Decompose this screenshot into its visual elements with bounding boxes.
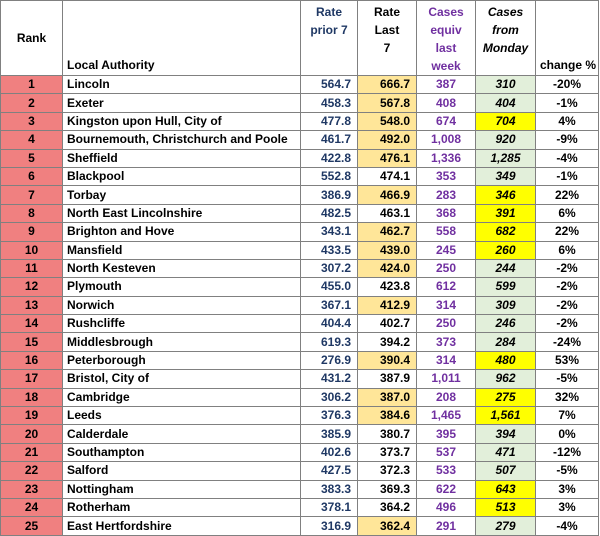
- rate-prior-cell: 316.9: [301, 517, 358, 535]
- rate-last-cell: 364.2: [358, 498, 417, 516]
- cases-monday-cell: 643: [476, 480, 536, 498]
- change-cell: 3%: [536, 498, 599, 516]
- local-authority-cell: East Hertfordshire: [63, 517, 301, 535]
- header-rank: [1, 1, 63, 76]
- rate-prior-cell: 383.3: [301, 480, 358, 498]
- rate-last-cell: 412.9: [358, 296, 417, 314]
- rank-cell: 23: [1, 480, 63, 498]
- cases-monday-cell: 1,561: [476, 407, 536, 425]
- header-rate-last-7: [358, 1, 417, 76]
- cases-week-cell: 674: [417, 112, 476, 130]
- cases-monday-cell: 471: [476, 443, 536, 461]
- table-row: [1, 462, 599, 480]
- cases-week-cell: 314: [417, 351, 476, 369]
- rank-cell: 9: [1, 223, 63, 241]
- table-body: [1, 76, 599, 536]
- rank-cell: 4: [1, 131, 63, 149]
- rank-cell: 22: [1, 462, 63, 480]
- header-rate-last-line-2: 7: [383, 41, 391, 55]
- rate-prior-cell: 552.8: [301, 167, 358, 185]
- header-rate-prior-7: [301, 1, 358, 76]
- cases-monday-cell: 246: [476, 315, 536, 333]
- header-cases-monday: [476, 1, 536, 76]
- local-authority-cell: Torbay: [63, 186, 301, 204]
- local-authority-cell: Plymouth: [63, 278, 301, 296]
- table-row: [1, 333, 599, 351]
- cases-monday-cell: 284: [476, 333, 536, 351]
- cases-monday-cell: 507: [476, 462, 536, 480]
- cases-monday-cell: 244: [476, 259, 536, 277]
- table-header: [1, 1, 599, 76]
- change-cell: 6%: [536, 241, 599, 259]
- cases-monday-cell: 480: [476, 351, 536, 369]
- local-authority-cell: North Kesteven: [63, 259, 301, 277]
- rate-last-cell: 666.7: [358, 76, 417, 94]
- table-row: [1, 94, 599, 112]
- cases-week-cell: 314: [417, 296, 476, 314]
- rate-prior-cell: 458.3: [301, 94, 358, 112]
- rate-last-cell: 466.9: [358, 186, 417, 204]
- table-row: [1, 112, 599, 130]
- rate-last-cell: 373.7: [358, 443, 417, 461]
- cases-week-cell: 612: [417, 278, 476, 296]
- change-cell: 4%: [536, 112, 599, 130]
- local-authority-cell: Bournemouth, Christchurch and Poole: [63, 131, 301, 149]
- table-row: [1, 443, 599, 461]
- local-authority-cell: Exeter: [63, 94, 301, 112]
- rate-last-cell: 476.1: [358, 149, 417, 167]
- local-authority-cell: Salford: [63, 462, 301, 480]
- rate-last-cell: 462.7: [358, 223, 417, 241]
- change-cell: 3%: [536, 480, 599, 498]
- change-cell: 7%: [536, 407, 599, 425]
- rank-cell: 14: [1, 315, 63, 333]
- rate-last-cell: 390.4: [358, 351, 417, 369]
- change-cell: -5%: [536, 370, 599, 388]
- rate-prior-cell: 307.2: [301, 259, 358, 277]
- local-authority-cell: Kingston upon Hull, City of: [63, 112, 301, 130]
- rate-last-cell: 474.1: [358, 167, 417, 185]
- local-authority-cell: Southampton: [63, 443, 301, 461]
- header-cases-week-line-1: Cases: [428, 5, 464, 19]
- rate-last-cell: 387.0: [358, 388, 417, 406]
- change-cell: -2%: [536, 296, 599, 314]
- cases-week-cell: 1,336: [417, 149, 476, 167]
- cases-monday-cell: 349: [476, 167, 536, 185]
- rank-cell: 24: [1, 498, 63, 516]
- local-authority-cell: Peterborough: [63, 351, 301, 369]
- table-row: [1, 315, 599, 333]
- rate-last-cell: 402.7: [358, 315, 417, 333]
- cases-week-cell: 387: [417, 76, 476, 94]
- local-authority-cell: Cambridge: [63, 388, 301, 406]
- rate-prior-cell: 477.8: [301, 112, 358, 130]
- cases-week-cell: 283: [417, 186, 476, 204]
- cases-week-cell: 558: [417, 223, 476, 241]
- change-cell: -4%: [536, 517, 599, 535]
- rate-prior-cell: 564.7: [301, 76, 358, 94]
- rank-cell: 8: [1, 204, 63, 222]
- table-row: [1, 223, 599, 241]
- rate-last-cell: 362.4: [358, 517, 417, 535]
- rate-prior-cell: 378.1: [301, 498, 358, 516]
- table-row: [1, 388, 599, 406]
- change-cell: 0%: [536, 425, 599, 443]
- change-cell: -1%: [536, 167, 599, 185]
- change-cell: -1%: [536, 94, 599, 112]
- table-row: [1, 498, 599, 516]
- rate-last-cell: 394.2: [358, 333, 417, 351]
- rank-cell: 3: [1, 112, 63, 130]
- change-cell: -9%: [536, 131, 599, 149]
- rank-cell: 5: [1, 149, 63, 167]
- cases-monday-cell: 260: [476, 241, 536, 259]
- cases-monday-cell: 682: [476, 223, 536, 241]
- rate-last-cell: 423.8: [358, 278, 417, 296]
- cases-monday-cell: 275: [476, 388, 536, 406]
- local-authority-cell: Norwich: [63, 296, 301, 314]
- rate-prior-cell: 619.3: [301, 333, 358, 351]
- local-authority-cell: Calderdale: [63, 425, 301, 443]
- rate-prior-cell: 404.4: [301, 315, 358, 333]
- rate-prior-cell: 402.6: [301, 443, 358, 461]
- table-row: [1, 76, 599, 94]
- change-cell: -24%: [536, 333, 599, 351]
- change-cell: -20%: [536, 76, 599, 94]
- rate-prior-cell: 455.0: [301, 278, 358, 296]
- cases-week-cell: 250: [417, 315, 476, 333]
- rank-cell: 2: [1, 94, 63, 112]
- cases-week-cell: 537: [417, 443, 476, 461]
- rank-cell: 7: [1, 186, 63, 204]
- cases-week-cell: 353: [417, 167, 476, 185]
- rank-cell: 11: [1, 259, 63, 277]
- change-cell: 32%: [536, 388, 599, 406]
- change-cell: 22%: [536, 186, 599, 204]
- header-rate-prior-line-1: Rate: [315, 5, 342, 19]
- cases-monday-cell: 391: [476, 204, 536, 222]
- cases-monday-cell: 310: [476, 76, 536, 94]
- change-cell: 22%: [536, 223, 599, 241]
- table-row: [1, 167, 599, 185]
- header-change: [536, 1, 599, 76]
- rate-prior-cell: 422.8: [301, 149, 358, 167]
- rank-cell: 15: [1, 333, 63, 351]
- rate-last-cell: 384.6: [358, 407, 417, 425]
- local-authority-cell: Brighton and Hove: [63, 223, 301, 241]
- cases-week-cell: 533: [417, 462, 476, 480]
- local-authority-cell: Rotherham: [63, 498, 301, 516]
- rank-cell: 12: [1, 278, 63, 296]
- table-row: [1, 131, 599, 149]
- rate-prior-cell: 385.9: [301, 425, 358, 443]
- change-cell: -5%: [536, 462, 599, 480]
- table-row: [1, 278, 599, 296]
- cases-week-cell: 208: [417, 388, 476, 406]
- table-row: [1, 370, 599, 388]
- local-authority-cell: Sheffield: [63, 149, 301, 167]
- table-row: [1, 149, 599, 167]
- cases-monday-cell: 962: [476, 370, 536, 388]
- rate-last-cell: 492.0: [358, 131, 417, 149]
- rank-cell: 25: [1, 517, 63, 535]
- cases-week-cell: 250: [417, 259, 476, 277]
- local-authority-cell: Blackpool: [63, 167, 301, 185]
- cases-monday-cell: 346: [476, 186, 536, 204]
- rate-prior-cell: 343.1: [301, 223, 358, 241]
- change-cell: -2%: [536, 315, 599, 333]
- rate-prior-cell: 376.3: [301, 407, 358, 425]
- cases-week-cell: 622: [417, 480, 476, 498]
- local-authority-cell: Mansfield: [63, 241, 301, 259]
- local-authority-cell: Rushcliffe: [63, 315, 301, 333]
- local-authority-cell: Lincoln: [63, 76, 301, 94]
- rank-cell: 20: [1, 425, 63, 443]
- header-local-authority: [63, 1, 301, 76]
- rank-cell: 1: [1, 76, 63, 94]
- header-cases-last-week: [417, 1, 476, 76]
- rate-prior-cell: 461.7: [301, 131, 358, 149]
- local-authority-cell: Bristol, City of: [63, 370, 301, 388]
- cases-monday-cell: 394: [476, 425, 536, 443]
- cases-week-cell: 373: [417, 333, 476, 351]
- header-local-authority-label: Local Authority: [67, 58, 155, 72]
- table-row: [1, 259, 599, 277]
- rate-last-cell: 463.1: [358, 204, 417, 222]
- cases-week-cell: 291: [417, 517, 476, 535]
- header-row: [1, 1, 599, 76]
- rank-cell: 16: [1, 351, 63, 369]
- header-rate-prior-line-2: prior 7: [310, 23, 348, 37]
- header-cases-mon-line-2: from: [492, 23, 519, 37]
- rate-prior-cell: 433.5: [301, 241, 358, 259]
- rate-last-cell: 372.3: [358, 462, 417, 480]
- table-row: [1, 296, 599, 314]
- rate-last-cell: 387.9: [358, 370, 417, 388]
- rate-prior-cell: 386.9: [301, 186, 358, 204]
- change-cell: 53%: [536, 351, 599, 369]
- rate-prior-cell: 482.5: [301, 204, 358, 222]
- rate-last-cell: 439.0: [358, 241, 417, 259]
- table-row: [1, 480, 599, 498]
- cases-monday-cell: 920: [476, 131, 536, 149]
- cases-monday-cell: 404: [476, 94, 536, 112]
- cases-monday-cell: 1,285: [476, 149, 536, 167]
- table-row: [1, 351, 599, 369]
- header-change-label: change %: [540, 58, 597, 72]
- rate-last-cell: 369.3: [358, 480, 417, 498]
- header-cases-mon-line-1: Cases: [487, 5, 524, 19]
- rate-last-cell: 567.8: [358, 94, 417, 112]
- rate-prior-cell: 306.2: [301, 388, 358, 406]
- change-cell: -4%: [536, 149, 599, 167]
- cases-week-cell: 408: [417, 94, 476, 112]
- rate-last-cell: 380.7: [358, 425, 417, 443]
- header-rate-last-line-1: Rate Last: [373, 5, 400, 37]
- table-row: [1, 425, 599, 443]
- local-authority-cell: Nottingham: [63, 480, 301, 498]
- rank-cell: 13: [1, 296, 63, 314]
- cases-monday-cell: 599: [476, 278, 536, 296]
- rate-last-cell: 424.0: [358, 259, 417, 277]
- rank-cell: 19: [1, 407, 63, 425]
- cases-week-cell: 1,011: [417, 370, 476, 388]
- cases-week-cell: 1,465: [417, 407, 476, 425]
- change-cell: -2%: [536, 259, 599, 277]
- cases-week-cell: 368: [417, 204, 476, 222]
- cases-monday-cell: 279: [476, 517, 536, 535]
- cases-week-cell: 1,008: [417, 131, 476, 149]
- local-authority-cell: Middlesbrough: [63, 333, 301, 351]
- rank-cell: 18: [1, 388, 63, 406]
- change-cell: 6%: [536, 204, 599, 222]
- rate-last-cell: 548.0: [358, 112, 417, 130]
- rank-cell: 17: [1, 370, 63, 388]
- header-rank-label: Rank: [16, 31, 47, 45]
- change-cell: -2%: [536, 278, 599, 296]
- local-authority-cell: North East Lincolnshire: [63, 204, 301, 222]
- rate-prior-cell: 276.9: [301, 351, 358, 369]
- header-cases-week-line-2: equiv last: [430, 23, 462, 55]
- cases-week-cell: 395: [417, 425, 476, 443]
- header-cases-week-line-3: week: [431, 59, 461, 73]
- table-row: [1, 204, 599, 222]
- table-row: [1, 241, 599, 259]
- local-authority-cell: Leeds: [63, 407, 301, 425]
- rate-prior-cell: 427.5: [301, 462, 358, 480]
- cases-monday-cell: 513: [476, 498, 536, 516]
- cases-week-cell: 496: [417, 498, 476, 516]
- rate-prior-cell: 367.1: [301, 296, 358, 314]
- table-row: [1, 186, 599, 204]
- rank-cell: 6: [1, 167, 63, 185]
- table-row: [1, 517, 599, 535]
- change-cell: -12%: [536, 443, 599, 461]
- rate-prior-cell: 431.2: [301, 370, 358, 388]
- table-row: [1, 407, 599, 425]
- rank-cell: 10: [1, 241, 63, 259]
- cases-monday-cell: 309: [476, 296, 536, 314]
- header-cases-mon-line-3: Monday: [482, 41, 529, 55]
- cases-week-cell: 245: [417, 241, 476, 259]
- rank-cell: 21: [1, 443, 63, 461]
- cases-monday-cell: 704: [476, 112, 536, 130]
